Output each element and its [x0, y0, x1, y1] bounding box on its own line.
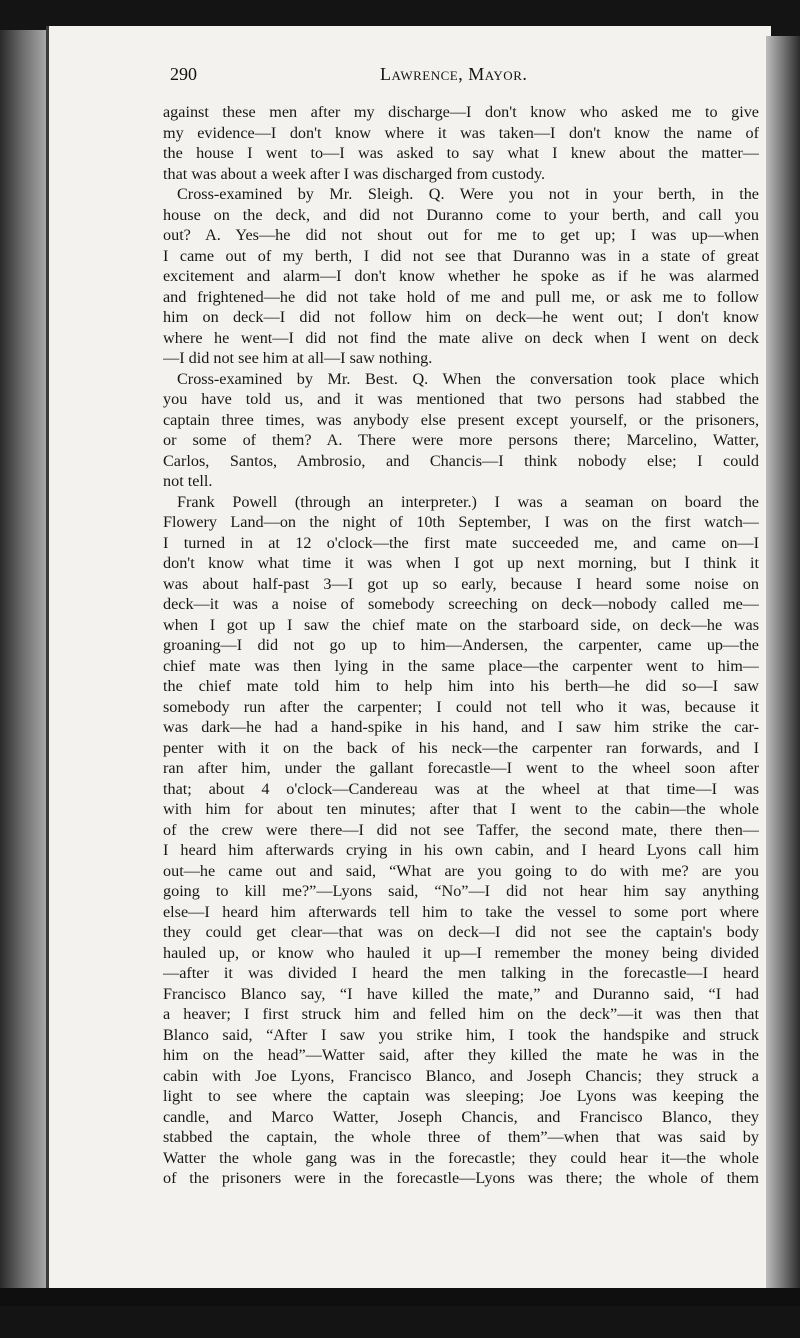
- text-line: was about half-past 3—I got up so early, because I heard some noise on: [163, 574, 759, 593]
- text-line: —I did not see him at all—I saw nothing.: [163, 349, 433, 367]
- text-line: and frightened—he did not take hold of me and pull me, or ask me to follow: [163, 287, 759, 306]
- text-line: captain three times, was anybody else present except yourself, or the prisoners,: [163, 410, 759, 429]
- text-line: Carlos, Santos, Ambrosio, and Chancis—I think nobody else; I could: [163, 451, 759, 470]
- text-line: somebody run after the carpenter; I could not tell who it was, because it: [163, 697, 759, 716]
- text-line: against these men after my discharge—I don't know who asked me to give: [163, 103, 759, 121]
- text-line: not tell.: [163, 472, 213, 490]
- text-line: else—I heard him afterwards tell him to take the vessel to some port where: [163, 902, 759, 921]
- text-line: that was about a week after I was discharged from custody.: [163, 164, 546, 183]
- running-head: Lawrence, Mayor.: [380, 64, 528, 84]
- text-line: or some of them? A. There were more persons there; Marcelino, Watter,: [163, 431, 759, 449]
- text-line: a heaver; I first struck him and felled him on the deck”—it was then that: [163, 1005, 759, 1023]
- text-line: cabin with Joe Lyons, Francisco Blanco, and Joseph Chancis; they struck a: [163, 1066, 759, 1085]
- text-line: light to see where the captain was sleeping; Joe Lyons was keeping the: [163, 1087, 759, 1105]
- text-line: him on the head”—Watter said, after they killed the mate he was in the: [163, 1046, 759, 1064]
- scan-bottom-shadow: [0, 1288, 800, 1306]
- text-line: Cross-examined by Mr. Best. Q. When the conversation took place which: [177, 369, 759, 388]
- text-line: Watter the whole gang was in the forecastle; they could hear it—the whole: [163, 1148, 759, 1167]
- text-line: I came out of my berth, I did not see that Duranno was in a state of great: [163, 246, 759, 265]
- text-line: the chief mate told him to help him into his berth—he did so—I saw: [163, 677, 759, 695]
- text-line: penter with it on the back of his neck—the carpenter ran forwards, and I: [163, 738, 759, 757]
- text-line: going to kill me?”—Lyons said, “No”—I did not hear him say anything: [163, 882, 759, 900]
- text-line: excitement and alarm—I don't know whether he spoke as if he was alarmed: [163, 267, 759, 285]
- text-line: ran after him, under the gallant forecastle—I went to the wheel soon after: [163, 759, 759, 777]
- text-line: Blanco said, “After I saw you strike him, I took the handspike and struck: [163, 1025, 759, 1044]
- text-line: him on deck—I did not follow him on deck—he went out; I don't know: [163, 308, 759, 326]
- text-line: they could get clear—that was on deck—I did not see the captain's body: [163, 923, 759, 941]
- text-line: with him for about ten minutes; after that I went to the cabin—the whole: [163, 800, 759, 818]
- page-number: 290: [170, 64, 197, 84]
- text-line: candle, and Marco Watter, Joseph Chancis, and Francisco Blanco, they: [163, 1107, 759, 1126]
- text-line: deck—it was a noise of somebody screeching on deck—nobody called me—: [163, 595, 759, 613]
- text-line: that; about 4 o'clock—Candereau was at the wheel at that time—I was: [163, 779, 759, 798]
- text-line: groaning—I did not go up to him—Andersen, the carpenter, came up—the: [163, 636, 759, 654]
- text-line: don't know what time it was when I got up next morning, but I think it: [163, 554, 759, 572]
- text-line: stabbed the captain, the whole three of them”—when that was said by: [163, 1128, 759, 1146]
- text-line: hauled up, or know who hauled it up—I remember the money being divided: [163, 943, 759, 962]
- page-header: [170, 64, 760, 88]
- text-line: of the prisoners were in the forecastle—Lyons was there; the whole of them: [163, 1169, 759, 1187]
- book-right-edge: [766, 36, 800, 1296]
- text-line: house on the deck, and did not Duranno come to your berth, and call you: [163, 205, 759, 224]
- text-line: the house I went to—I was asked to say what I knew about the matter—: [163, 144, 759, 162]
- body-text: [163, 102, 759, 1189]
- text-line: Flowery Land—on the night of 10th September, I was on the first watch—: [163, 513, 759, 531]
- text-line: Frank Powell (through an interpreter.) I was a seaman on board the: [177, 492, 759, 511]
- text-line: I heard him afterwards crying in his own cabin, and I heard Lyons call him: [163, 841, 759, 859]
- text-line: Cross-examined by Mr. Sleigh. Q. Were you not in your berth, in the: [177, 185, 759, 203]
- text-line: when I got up I saw the chief mate on the starboard side, on deck—he was: [163, 615, 759, 634]
- text-line: of the crew were there—I did not see Taffer, the second mate, there then—: [163, 820, 759, 839]
- text-line: out—he came out and said, “What are you going to do with me? are you: [163, 861, 759, 880]
- text-line: you have told us, and it was mentioned that two persons had stabbed the: [163, 390, 759, 408]
- text-line: —after it was divided I heard the men talking in the forecastle—I heard: [163, 964, 759, 982]
- text-line: chief mate was then lying in the same place—the carpenter went to him—: [163, 656, 759, 675]
- text-line: where he went—I did not find the mate alive on deck when I went on deck: [163, 328, 759, 347]
- text-line: was dark—he had a hand-spike in his hand, and I saw him strike the car-: [163, 718, 759, 736]
- text-line: my evidence—I don't know where it was taken—I don't know the name of: [163, 123, 759, 142]
- text-line: Francisco Blanco say, “I have killed the mate,” and Duranno said, “I had: [163, 984, 759, 1003]
- text-line: out? A. Yes—he did not shout out for me to get up; I was up—when: [163, 226, 759, 244]
- text-line: I turned in at 12 o'clock—the first mate succeeded me, and came on—I: [163, 533, 759, 552]
